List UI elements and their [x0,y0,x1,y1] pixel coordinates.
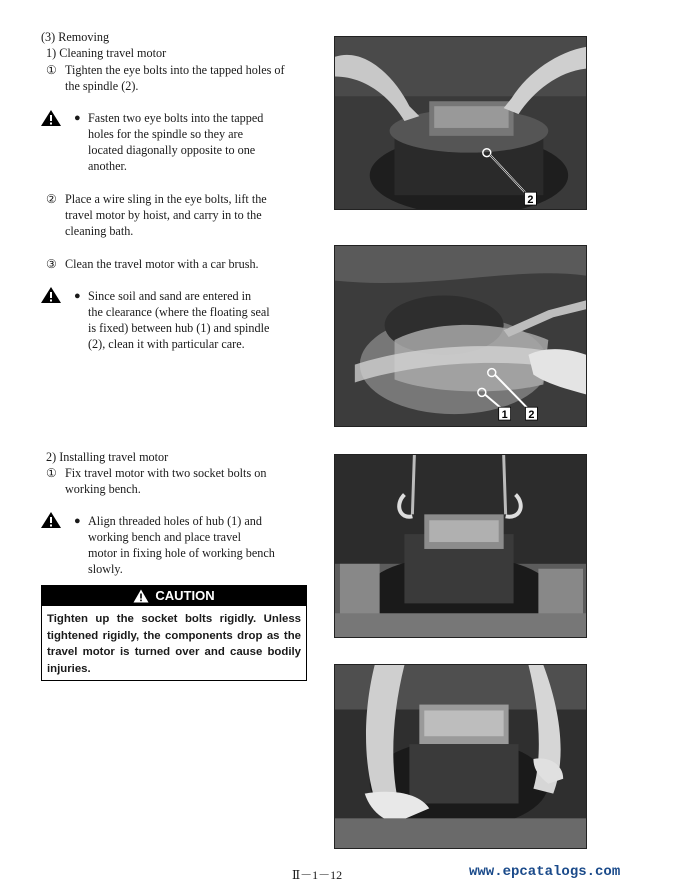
photo-callout-label: 2 [527,194,534,207]
step-text [65,62,311,94]
section-heading: (3) Removing [41,30,110,44]
step-line: working bench. [65,482,141,496]
photo-cleaning-travel-motor [334,245,587,427]
photo-callout-label: 1 [501,409,508,422]
note-text [88,110,286,174]
photo-placing-motor-on-bench [334,664,587,849]
note-line: working bench and place travel [88,530,241,544]
bullet-icon: ● [74,515,81,527]
step-number: ① [46,63,57,77]
step-line: Tighten the eye bolts into the tapped holes of [65,63,285,77]
step-text [65,465,309,497]
note-line: Since soil and sand are entered in [88,289,252,303]
note-line: is fixed) between hub (1) and spindle [88,321,270,335]
step-line: cleaning bath. [65,224,134,238]
caution-header [42,586,306,606]
note-line: Align threaded holes of hub (1) and [88,514,262,528]
step-line: the spindle (2). [65,79,139,93]
note-line: slowly. [88,562,123,576]
note-line: motor in fixing hole of working bench [88,546,275,560]
bullet-icon: ● [74,112,81,124]
photo-fixing-motor-on-bench [334,454,587,638]
watermark-url: www.epcatalogs.com [469,864,621,880]
caution-text: Tighten up the socket bolts rigidly. Unless tightened rigidly, the components drop as the travel motor is turned over and cause bodily injuries. [47,613,301,675]
subsection-cleaning: 1) Cleaning travel motor [46,46,167,60]
warning-triangle-icon [40,109,62,127]
warning-triangle-icon [40,511,62,529]
step-line: travel motor by hoist, and carry in to the [65,208,262,222]
note-line: holes for the spindle so they are [88,127,244,141]
step-number: ③ [46,257,57,271]
note-line: (2), clean it with particular care. [88,337,245,351]
note-line: the clearance (where the floating seal [88,305,270,319]
photo-callout-label: 2 [528,409,535,422]
step-number: ① [46,466,57,480]
note-text [88,513,286,577]
step-text: Clean the travel motor with a car brush. [65,257,259,271]
photo-lifting-travel-motor [334,36,587,210]
subsection-installing: 2) Installing travel motor [46,450,169,464]
caution-title: CAUTION [155,588,215,603]
note-line: located diagonally opposite to one [88,143,256,157]
note-text [88,288,288,352]
note-line: another. [88,159,127,173]
step-line: Fix travel motor with two socket bolts on [65,466,267,480]
page-number: Ⅱ－1－12 [292,868,343,882]
step-line: Place a wire sling in the eye bolts, lift the [65,192,267,206]
step-text [65,191,309,239]
caution-box [41,585,307,681]
bullet-icon: ● [74,290,81,302]
warning-triangle-icon [40,286,62,304]
step-number: ② [46,192,57,206]
caution-triangle-icon [133,589,149,603]
note-line: Fasten two eye bolts into the tapped [88,111,264,125]
